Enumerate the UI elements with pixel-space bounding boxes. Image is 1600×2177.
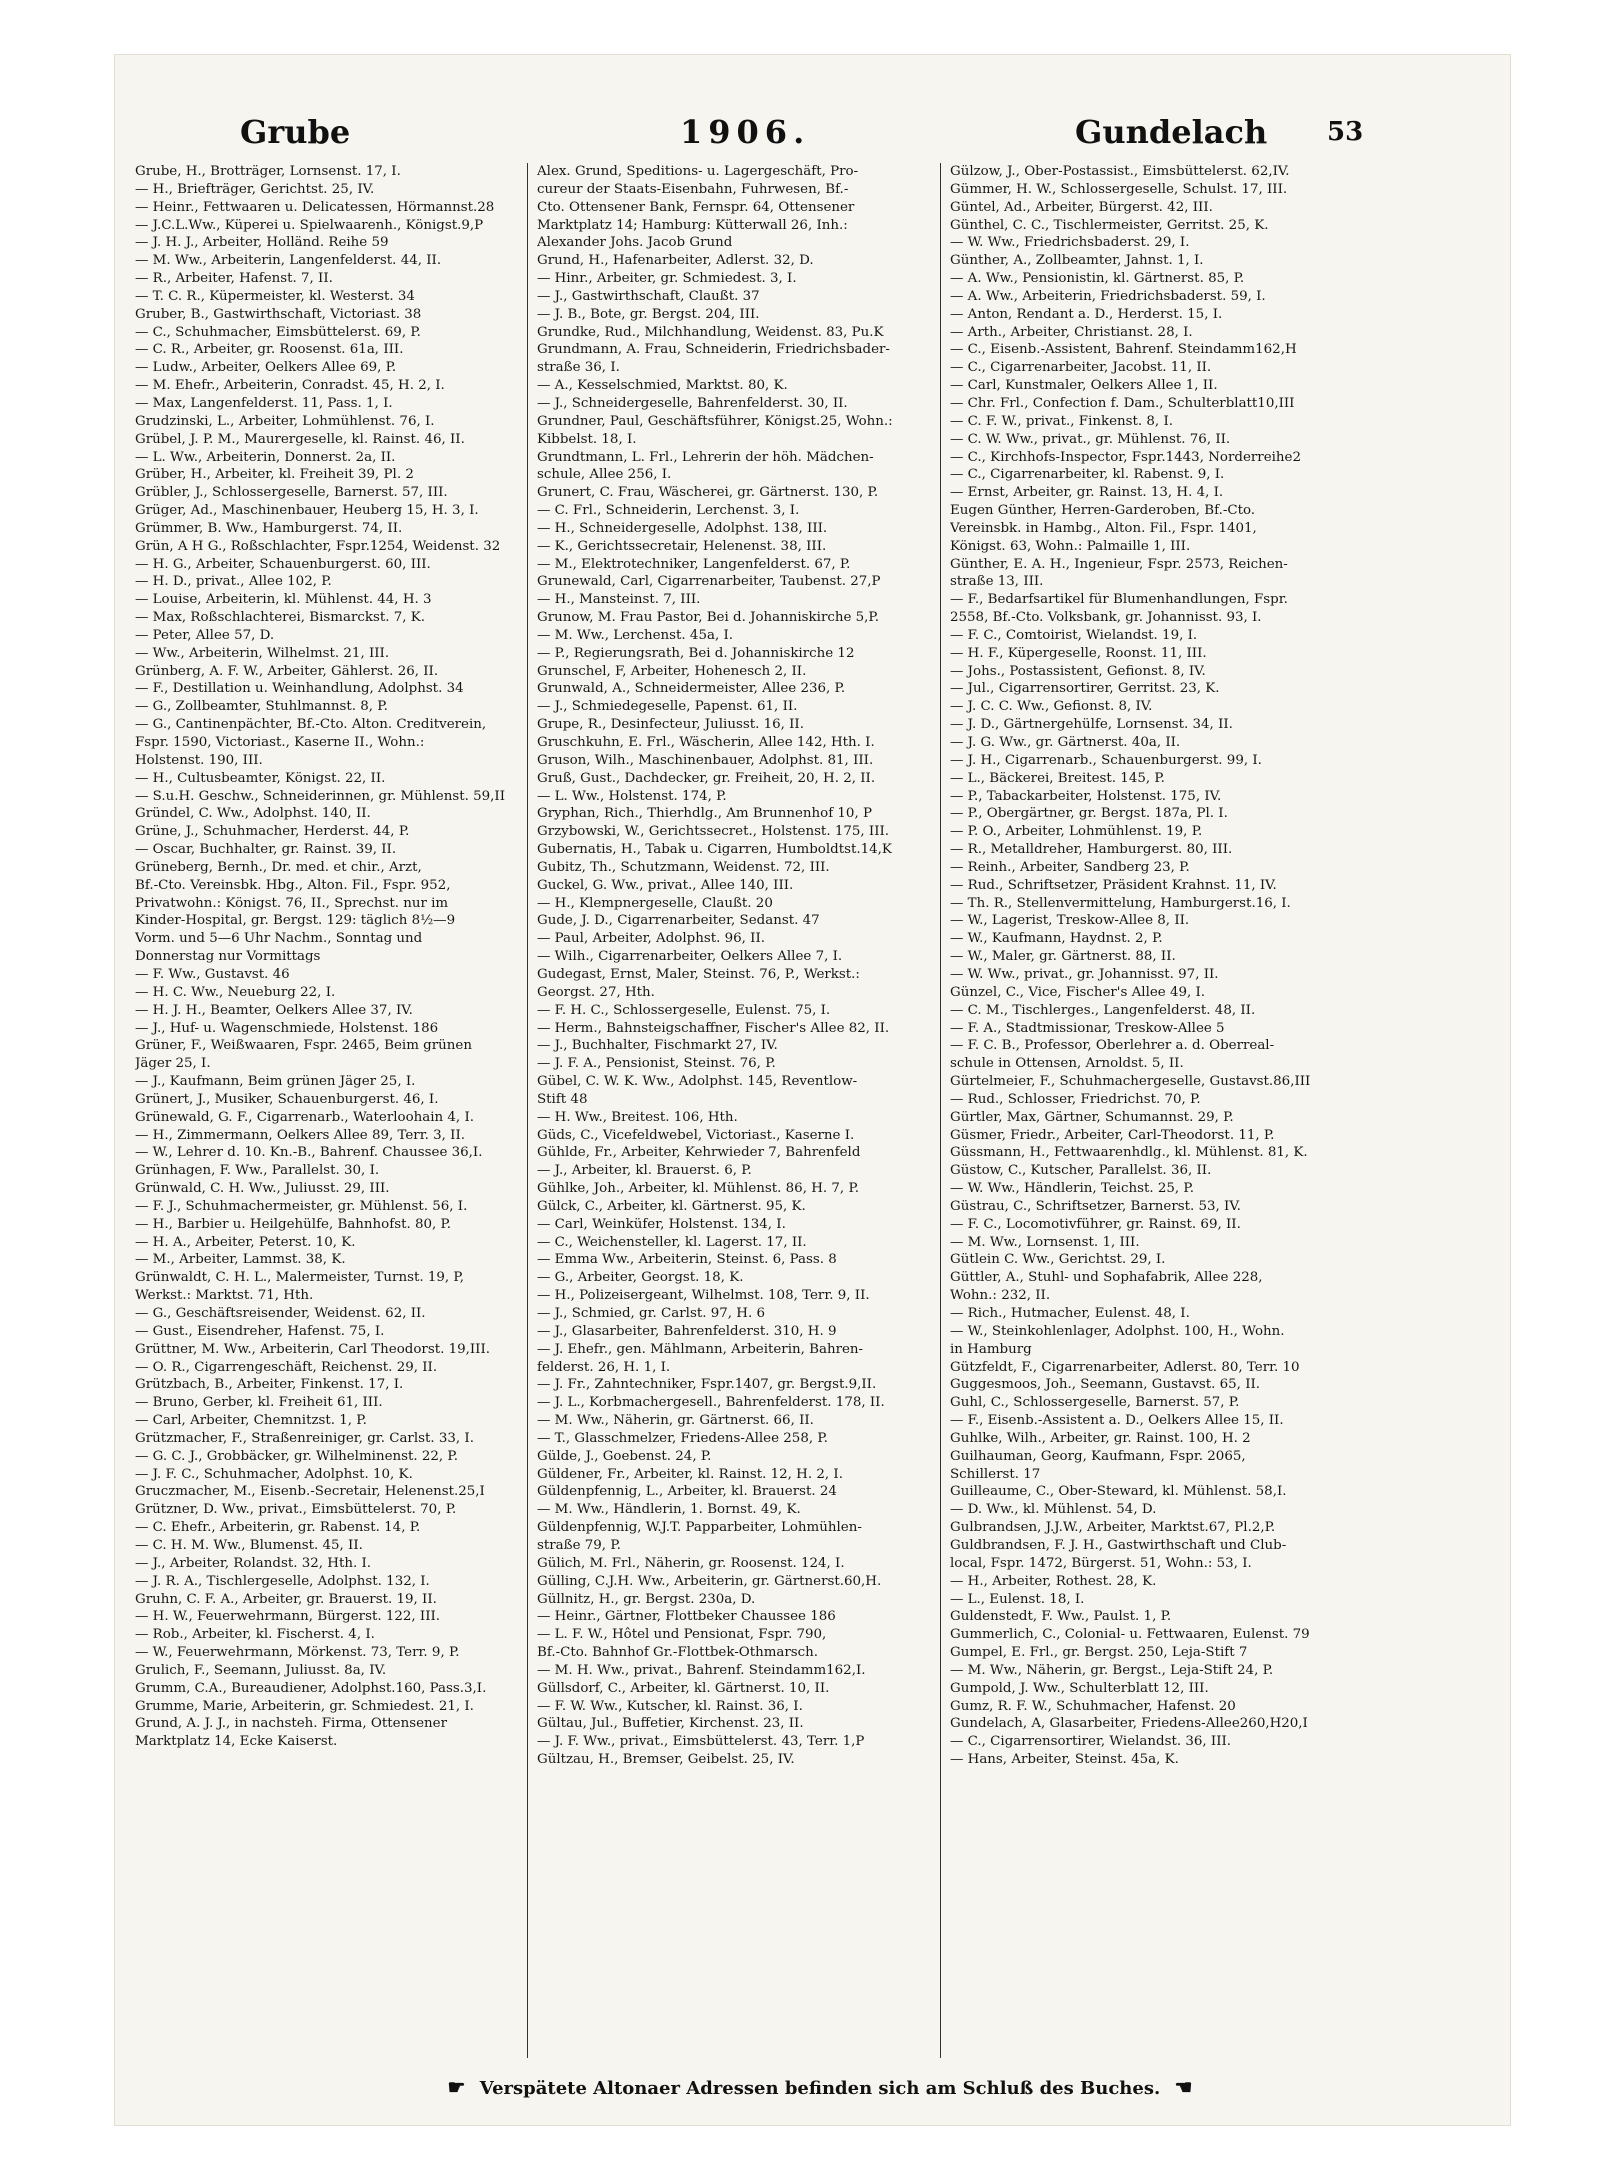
directory-entry-line: Gültzau, H., Bremser, Geibelst. 25, IV. [537, 1752, 795, 1768]
directory-entry-line: Grund, H., Hafenarbeiter, Adlerst. 32, D. [537, 253, 814, 269]
directory-entry-line: Grün, A H G., Roßschlachter, Fspr.1254, Weidenst. 32 [135, 538, 501, 554]
directory-entry-line: Grümmer, B. Ww., Hamburgerst. 74, II. [135, 520, 403, 536]
directory-entry-line: Gude, J. D., Cigarrenarbeiter, Sedanst. 47 [537, 913, 820, 929]
directory-entry-line: — Emma Ww., Arbeiterin, Steinst. 6, Pass. 8 [537, 1252, 837, 1268]
directory-entry-line: — Arth., Arbeiter, Christianst. 28, I. [950, 324, 1193, 340]
directory-entry-line: — Ww., Arbeiterin, Wilhelmst. 21, III. [135, 645, 390, 661]
directory-entry-line: — L. Ww., Holstenst. 174, P. [537, 788, 727, 804]
directory-entry-line: — H. F., Küpergeselle, Roonst. 11, III. [950, 645, 1207, 661]
directory-entry-line: — T. C. R., Küpermeister, kl. Westerst. 34 [135, 288, 415, 304]
column-divider [940, 163, 941, 2058]
directory-entry-line: — H., Mansteinst. 7, III. [537, 592, 701, 608]
directory-entry-line: — F., Bedarfsartikel für Blumenhandlungen, Fspr. [950, 592, 1288, 608]
directory-entry-line: — F. C., Comtoirist, Wielandst. 19, I. [950, 627, 1198, 643]
directory-entry-line: — H., Polizeisergeant, Wilhelmst. 108, Terr. 9, II. [537, 1288, 870, 1304]
directory-entry-line: — F. C., Locomotivführer, gr. Rainst. 69, II. [950, 1216, 1241, 1232]
directory-entry-line: — J., Arbeiter, Rolandst. 32, Hth. I. [135, 1555, 372, 1571]
directory-entry-line: — K., Gerichtssecretair, Helenenst. 38, III. [537, 538, 827, 554]
directory-entry-line: Grumme, Marie, Arbeiterin, gr. Schmiedest. 21, I. [135, 1698, 474, 1714]
directory-entry-line: Gumz, R. F. W., Schuhmacher, Hafenst. 20 [950, 1698, 1236, 1714]
directory-entry-line: straße 13, III. [950, 574, 1044, 590]
directory-entry-line: — J.C.L.Ww., Küperei u. Spielwaarenh., Königst.9,P [135, 217, 484, 233]
directory-entry-line: — Hinr., Arbeiter, gr. Schmiedest. 3, I. [537, 271, 797, 287]
directory-entry-line: Gründel, C. Ww., Adolphst. 140, II. [135, 806, 371, 822]
directory-entry-line: — Carl, Arbeiter, Chemnitzst. 1, P. [135, 1413, 367, 1429]
directory-entry-line: Bf.-Cto. Vereinsbk. Hbg., Alton. Fil., Fspr. 952, [135, 877, 451, 893]
directory-entry-line: — P., Obergärtner, gr. Bergst. 187a, Pl. I. [950, 806, 1228, 822]
directory-entry-line: — M. H. Ww., privat., Bahrenf. Steindamm162,I. [537, 1662, 866, 1678]
directory-entry-line: schule in Ottensen, Arnoldst. 5, II. [950, 1056, 1184, 1072]
directory-entry-line: — J. G. Ww., gr. Gärtnerst. 40a, II. [950, 735, 1181, 750]
directory-entry-line: Güntel, Ad., Arbeiter, Bürgerst. 42, III. [950, 199, 1213, 215]
directory-entry-line: Gümmer, H. W., Schlossergeselle, Schulst. 17, III. [950, 181, 1288, 197]
directory-entry-line: — Max, Langenfelderst. 11, Pass. 1, I. [135, 395, 393, 411]
directory-entry-line: Gürtelmeier, F., Schuhmachergeselle, Gustavst.86,III [950, 1074, 1311, 1090]
directory-entry-line: — Herm., Bahnsteigschaffner, Fischer's Allee 82, II. [537, 1020, 890, 1036]
directory-entry-line: — J. Fr., Zahntechniker, Fspr.1407, gr. Bergst.9,II. [537, 1377, 877, 1393]
directory-entry-line: Grützbach, B., Arbeiter, Finkenst. 17, I. [135, 1377, 404, 1393]
directory-entry-line: — F. C. B., Professor, Oberlehrer a. d. Oberreal- [950, 1038, 1275, 1054]
directory-entry-line: Vereinsbk. in Hambg., Alton. Fil., Fspr. 1401, [950, 520, 1257, 536]
directory-entry-line: — J. R. A., Tischlergeselle, Adolphst. 132, I. [135, 1573, 430, 1589]
directory-entry-line: Gumpel, E. Frl., gr. Bergst. 250, Leja-Stift 7 [950, 1645, 1248, 1661]
directory-entry-line: Stift 48 [537, 1091, 588, 1107]
directory-entry-line: Guilhauman, Georg, Kaufmann, Fspr. 2065, [950, 1448, 1246, 1464]
directory-entry-line: — W., Kaufmann, Haydnst. 2, P. [950, 931, 1163, 947]
directory-entry-line: Guhlke, Wilh., Arbeiter, gr. Rainst. 100, H. 2 [950, 1430, 1251, 1446]
directory-entry-line: Grunewald, Carl, Cigarrenarbeiter, Taubenst. 27,P [537, 574, 881, 590]
directory-entry-line: Kinder-Hospital, gr. Bergst. 129: täglich 8½—9 [135, 913, 456, 929]
directory-entry-line: — Rud., Schriftsetzer, Präsident Krahnst. 11, IV. [950, 877, 1277, 893]
directory-entry-line: Grübler, J., Schlossergeselle, Barnerst. 57, III. [135, 485, 448, 501]
directory-entry-line: Gützfeldt, F., Cigarrenarbeiter, Adlerst. 80, Terr. 10 [950, 1359, 1300, 1375]
directory-entry-line: — Max, Roßschlachterei, Bismarckst. 7, K. [135, 610, 426, 626]
directory-entry-line: — J. F. C., Schuhmacher, Adolphst. 10, K. [135, 1466, 413, 1482]
page-number: 53 [1327, 117, 1364, 147]
directory-entry-line: Gruß, Gust., Dachdecker, gr. Freiheit, 20, H. 2, II. [537, 770, 876, 786]
directory-entry-line: — C. Frl., Schneiderin, Lerchenst. 3, I. [537, 503, 800, 519]
directory-entry-line: Grund, A. J. J., in nachsteh. Firma, Ottensener [135, 1716, 447, 1732]
directory-entry-line: Grünberg, A. F. W., Arbeiter, Gählerst. 26, II. [135, 663, 439, 679]
directory-entry-line: — S.u.H. Geschw., Schneiderinnen, gr. Mühlenst. 59,II [135, 788, 505, 804]
directory-entry-line: Gruber, B., Gastwirthschaft, Victoriast. 38 [135, 306, 422, 322]
directory-entry-line: Guldbrandsen, F. J. H., Gastwirthschaft und Club- [950, 1537, 1287, 1553]
directory-entry-line: — J. D., Gärtnergehülfe, Lornsenst. 34, II. [950, 717, 1233, 733]
directory-entry-line: — W., Maler, gr. Gärtnerst. 88, II. [950, 949, 1176, 965]
directory-entry-line: — L., Eulenst. 18, I. [950, 1591, 1085, 1607]
directory-entry-line: — C. W. Ww., privat., gr. Mühlenst. 76, II. [950, 431, 1231, 447]
directory-entry-line: Grüne, J., Schuhmacher, Herderst. 44, P. [135, 824, 410, 840]
directory-entry-line: — H., Klempnergeselle, Claußt. 20 [537, 895, 773, 911]
directory-entry-line: Gubernatis, H., Tabak u. Cigarren, Humboldtst.14,K [537, 842, 892, 858]
directory-entry-line: Königst. 63, Wohn.: Palmaille 1, III. [950, 538, 1191, 554]
directory-entry-line: Güds, C., Vicefeldwebel, Victoriast., Kaserne I. [537, 1127, 855, 1143]
directory-entry-line: Grüger, Ad., Maschinenbauer, Heuberg 15, H. 3, I. [135, 503, 479, 519]
directory-entry-line: — Louise, Arbeiterin, kl. Mühlenst. 44, H. 3 [135, 592, 432, 608]
directory-entry-line: Gühlde, Fr., Arbeiter, Kehrwieder 7, Bahrenfeld [537, 1145, 861, 1161]
directory-entry-line: Grundtmann, L. Frl., Lehrerin der höh. Mädchen- [537, 449, 874, 465]
directory-entry-line: — Carl, Kunstmaler, Oelkers Allee 1, II. [950, 378, 1218, 394]
directory-entry-line: — G., Zollbeamter, Stuhlmannst. 8, P. [135, 699, 388, 715]
directory-entry-line: Gültau, Jul., Buffetier, Kirchenst. 23, II. [537, 1716, 804, 1732]
directory-entry-line: — Ludw., Arbeiter, Oelkers Allee 69, P. [135, 360, 397, 376]
directory-entry-line: — G., Cantinenpächter, Bf.-Cto. Alton. Creditverein, [135, 717, 487, 733]
directory-entry-line: — R., Arbeiter, Hafenst. 7, II. [135, 271, 333, 287]
directory-entry-line: Guckel, G. Ww., privat., Allee 140, III. [537, 877, 794, 893]
directory-entry-line: Gudegast, Ernst, Maler, Steinst. 76, P., Werkst.: [537, 966, 860, 982]
directory-entry-line: — H. D., privat., Allee 102, P. [135, 574, 332, 590]
directory-entry-line: — M., Arbeiter, Lammst. 38, K. [135, 1252, 346, 1268]
directory-entry-line: Grübel, J. P. M., Maurergeselle, kl. Rainst. 46, II. [135, 431, 465, 447]
directory-entry-line: Grube, H., Brotträger, Lornsenst. 17, I. [135, 164, 401, 179]
directory-entry-line: — Ernst, Arbeiter, gr. Rainst. 13, H. 4, I. [950, 485, 1224, 501]
directory-entry-line: — J. F. Ww., privat., Eimsbüttelerst. 43, Terr. 1,P [537, 1734, 865, 1750]
directory-entry-line: Grützmacher, F., Straßenreiniger, gr. Carlst. 33, I. [135, 1430, 474, 1446]
directory-entry-line: Gruhn, C. F. A., Arbeiter, gr. Brauerst. 19, II. [135, 1591, 437, 1607]
directory-entry-line: — F. W. Ww., Kutscher, kl. Rainst. 36, I. [537, 1698, 803, 1714]
directory-entry-line: — M. Ww., Händlerin, 1. Bornst. 49, K. [537, 1502, 801, 1518]
directory-entry-line: — P. O., Arbeiter, Lohmühlenst. 19, P. [950, 824, 1203, 840]
directory-entry-line: — F., Destillation u. Weinhandlung, Adolphst. 34 [135, 681, 464, 697]
directory-entry-line: Grundke, Rud., Milchhandlung, Weidenst. 83, Pu.K [537, 324, 884, 340]
directory-page [115, 55, 1510, 2125]
directory-entry-line: Gürtler, Max, Gärtner, Schumannst. 29, P. [950, 1109, 1234, 1125]
directory-entry-line: — Rob., Arbeiter, kl. Fischerst. 4, I. [135, 1627, 375, 1643]
directory-entry-line: Schillerst. 17 [950, 1466, 1041, 1482]
directory-entry-line: Gütlein C. Ww., Gerichtst. 29, I. [950, 1252, 1166, 1268]
directory-entry-line: Guggesmoos, Joh., Seemann, Gustavst. 65, II. [950, 1377, 1261, 1393]
directory-entry-line: — F. J., Schuhmachermeister, gr. Mühlenst. 56, I. [135, 1198, 468, 1214]
directory-entry-line: — J., Arbeiter, kl. Brauerst. 6, P. [537, 1163, 752, 1179]
directory-entry-line: Marktplatz 14; Hamburg: Kütterwall 26, Inh.: [537, 217, 848, 233]
directory-entry-line: Günzel, C., Vice, Fischer's Allee 49, I. [950, 984, 1206, 1000]
directory-entry-line: Gruschkuhn, E. Frl., Wäscherin, Allee 142, Hth. I. [537, 735, 875, 750]
directory-entry-line: Privatwohn.: Königst. 76, II., Sprechst. nur im [135, 895, 449, 911]
directory-entry-line: — Th. R., Stellenvermittelung, Hamburgerst.16, I. [950, 895, 1291, 911]
directory-entry-line: Güstow, C., Kutscher, Parallelst. 36, II. [950, 1163, 1212, 1179]
directory-entry-line: — J. L., Korbmachergesell., Bahrenfelderst. 178, II. [537, 1395, 885, 1411]
directory-entry-line: — Gust., Eisendreher, Hafenst. 75, I. [135, 1323, 385, 1339]
directory-entry-line: — J., Schmiedegeselle, Papenst. 61, II. [537, 699, 798, 715]
directory-entry-line: Jäger 25, I. [135, 1056, 211, 1072]
directory-entry-line: — F., Eisenb.-Assistent a. D., Oelkers Allee 15, II. [950, 1413, 1284, 1429]
directory-entry-line: — Jul., Cigarrensortirer, Gerritst. 23, K. [950, 681, 1220, 697]
directory-entry-line: Grünwald, C. H. Ww., Juliusst. 29, III. [135, 1181, 390, 1197]
directory-entry-line: Guilleaume, C., Ober-Steward, kl. Mühlenst. 58,I. [950, 1484, 1287, 1500]
directory-entry-line: — C., Schuhmacher, Eimsbüttelerst. 69, P. [135, 324, 421, 340]
directory-entry-line: — W. Ww., Friedrichsbaderst. 29, I. [950, 235, 1190, 251]
directory-entry-line: — H. J. H., Beamter, Oelkers Allee 37, IV. [135, 1002, 413, 1018]
directory-entry-line: — Heinr., Gärtner, Flottbeker Chaussee 186 [537, 1609, 836, 1625]
directory-entry-line: Güldener, Fr., Arbeiter, kl. Rainst. 12, H. 2, I. [537, 1466, 843, 1482]
directory-entry-line: Grünewald, G. F., Cigarrenarb., Waterloohain 4, I. [135, 1109, 474, 1125]
directory-entry-line: Grünwaldt, C. H. L., Malermeister, Turnst. 19, P, [135, 1270, 464, 1286]
directory-entry-line: Bf.-Cto. Bahnhof Gr.-Flottbek-Othmarsch. [537, 1645, 819, 1661]
directory-entry-line: — H., Briefträger, Gerichtst. 25, IV. [135, 181, 375, 197]
directory-entry-line: — O. R., Cigarrengeschäft, Reichenst. 29, II. [135, 1359, 438, 1375]
directory-entry-line: — J., Huf- u. Wagenschmiede, Holstenst. 186 [135, 1020, 439, 1036]
directory-entry-line: — J., Glasarbeiter, Bahrenfelderst. 310, H. 9 [537, 1323, 837, 1339]
directory-entry-line: Grützner, D. Ww., privat., Eimsbüttelerst. 70, P. [135, 1502, 457, 1518]
directory-entry-line: straße 79, P. [537, 1537, 621, 1553]
directory-entry-line: Grudzinski, L., Arbeiter, Lohmühlenst. 76, I. [135, 413, 435, 429]
directory-entry-line: Fspr. 1590, Victoriast., Kaserne II., Wohn.: [135, 735, 425, 750]
directory-entry-line: — C., Cigarrenarbeiter, kl. Rabenst. 9, I. [950, 467, 1225, 483]
directory-entry-line: — Rich., Hutmacher, Eulenst. 48, I. [950, 1306, 1190, 1321]
directory-entry-line: — Bruno, Gerber, kl. Freiheit 61, III. [135, 1395, 383, 1411]
directory-entry-line: — H. Ww., Breitest. 106, Hth. [537, 1109, 738, 1125]
column-right [950, 163, 1360, 2068]
directory-entry-line: felderst. 26, H. 1, I. [537, 1359, 671, 1375]
directory-entry-line: — G., Geschäftsreisender, Weidenst. 62, II. [135, 1306, 426, 1321]
directory-entry-line: Alex. Grund, Speditions- u. Lagergeschäft, Pro- [537, 164, 859, 179]
directory-entry-line: Gülich, M. Frl., Näherin, gr. Roosenst. 124, I. [537, 1555, 845, 1571]
directory-entry-line: — J. H. J., Arbeiter, Holländ. Reihe 59 [135, 235, 389, 251]
directory-entry-line: Güldenpfennig, W.J.T. Papparbeiter, Lohmühlen- [537, 1520, 862, 1536]
directory-entry-line: Werkst.: Marktst. 71, Hth. [135, 1288, 314, 1304]
directory-entry-line: — H. G., Arbeiter, Schauenburgerst. 60, III. [135, 556, 431, 572]
directory-entry-line: Guhl, C., Schlossergeselle, Barnerst. 57, P. [950, 1395, 1240, 1411]
footer-note [395, 2075, 1245, 2099]
directory-entry-line: schule, Allee 256, I. [537, 467, 672, 483]
directory-entry-line: — W., Steinkohlenlager, Adolphst. 100, H., Wohn. [950, 1323, 1285, 1339]
directory-entry-line: — M. Ww., Arbeiterin, Langenfelderst. 44, II. [135, 253, 442, 269]
pointing-hand-icon: ☚ [1174, 2075, 1193, 2099]
directory-entry-line: — C. R., Arbeiter, gr. Roosenst. 61a, III. [135, 342, 404, 358]
directory-entry-line: — Johs., Postassistent, Gefionst. 8, IV. [950, 663, 1206, 679]
directory-entry-line: Güllsdorf, C., Arbeiter, kl. Gärtnerst. 10, II. [537, 1680, 830, 1696]
directory-entry-line: cureur der Staats-Eisenbahn, Fuhrwesen, Bf.- [537, 181, 849, 197]
directory-entry-line: — J. Ehefr., gen. Mählmann, Arbeiterin, Bahren- [537, 1341, 864, 1357]
directory-entry-line: Günther, E. A. H., Ingenieur, Fspr. 2573, Reichen- [950, 556, 1288, 572]
directory-entry-line: in Hamburg [950, 1341, 1032, 1357]
directory-entry-line: — J. H., Cigarrenarb., Schauenburgerst. 99, I. [950, 752, 1262, 768]
directory-entry-line: — H., Schneidergeselle, Adolphst. 138, III. [537, 520, 828, 536]
directory-entry-line: — Anton, Rendant a. D., Herderst. 15, I. [950, 306, 1223, 322]
directory-entry-line: — Paul, Arbeiter, Adolphst. 96, II. [537, 931, 765, 947]
directory-entry-line: Güllnitz, H., gr. Bergst. 230a, D. [537, 1591, 756, 1607]
directory-entry-line: — Rud., Schlosser, Friedrichst. 70, P. [950, 1091, 1201, 1107]
directory-entry-line: — M. Ww., Näherin, gr. Bergst., Leja-Stift 24, P. [950, 1662, 1274, 1678]
directory-entry-line: — M. Ww., Näherin, gr. Gärtnerst. 66, II. [537, 1413, 814, 1429]
directory-entry-line: Grünert, J., Musiker, Schauenburgerst. 46, I. [135, 1091, 439, 1107]
directory-entry-line: — P., Tabackarbeiter, Holstenst. 175, IV. [950, 788, 1222, 804]
directory-entry-line: — F. H. C., Schlossergeselle, Eulenst. 75, I. [537, 1002, 831, 1018]
directory-entry-line: Gruson, Wilh., Maschinenbauer, Adolphst. 81, III. [537, 752, 874, 768]
directory-entry-line: Grundmann, A. Frau, Schneiderin, Friedrichsbader- [537, 342, 890, 358]
directory-entry-line: — G. C. J., Grobbäcker, gr. Wilhelminenst. 22, P. [135, 1448, 458, 1464]
directory-entry-line: Grüner, F., Weißwaaren, Fspr. 2465, Beim grünen [135, 1038, 472, 1054]
directory-entry-line: — Heinr., Fettwaaren u. Delicatessen, Hörmannst.28 [135, 199, 495, 215]
directory-entry-line: Günthel, C. C., Tischlermeister, Gerritst. 25, K. [950, 217, 1269, 233]
directory-entry-line: — M. Ww., Lerchenst. 45a, I. [537, 627, 734, 643]
directory-entry-line: — J., Buchhalter, Fischmarkt 27, IV. [537, 1038, 778, 1054]
directory-entry-line: Gübel, C. W. K. Ww., Adolphst. 145, Reventlow- [537, 1074, 858, 1090]
directory-entry-line: Güssmann, H., Fettwaarenhdlg., kl. Mühlenst. 81, K. [950, 1145, 1308, 1161]
directory-entry-line: — Hans, Arbeiter, Steinst. 45a, K. [950, 1752, 1179, 1768]
directory-entry-line: Gülzow, J., Ober-Postassist., Eimsbüttelerst. 62,IV. [950, 164, 1290, 179]
directory-entry-line: — Reinh., Arbeiter, Sandberg 23, P. [950, 859, 1190, 875]
directory-entry-line: Donnerstag nur Vormittags [135, 949, 321, 965]
directory-entry-line: — H., Arbeiter, Rothest. 28, K. [950, 1573, 1157, 1589]
directory-entry-line: Grundner, Paul, Geschäftsführer, Königst.25, Wohn.: [537, 413, 893, 429]
directory-entry-line: — C., Eisenb.-Assistent, Bahrenf. Steindamm162,H [950, 342, 1297, 358]
directory-entry-line: Gruczmacher, M., Eisenb.-Secretair, Helenenst.25,I [135, 1484, 485, 1500]
directory-entry-line: Guldenstedt, F. Ww., Paulst. 1, P. [950, 1609, 1172, 1625]
directory-entry-line: — W., Lehrer d. 10. Kn.-B., Bahrenf. Chaussee 36,I. [135, 1145, 483, 1161]
directory-entry-line: Marktplatz 14, Ecke Kaiserst. [135, 1734, 338, 1750]
directory-entry-line: — J. F. A., Pensionist, Steinst. 76, P. [537, 1056, 776, 1072]
directory-entry-line: — C. F. W., privat., Finkenst. 8, I. [950, 413, 1173, 429]
directory-entry-line: — W. Ww., privat., gr. Johannisst. 97, II. [950, 966, 1219, 982]
directory-entry-line: — G., Arbeiter, Georgst. 18, K. [537, 1270, 744, 1286]
directory-entry-line: Grüttner, M. Ww., Arbeiterin, Carl Theodorst. 19,III. [135, 1341, 491, 1357]
directory-entry-line: Grüneberg, Bernh., Dr. med. et chir., Arzt, [135, 859, 422, 875]
running-head-year: 1906. [680, 113, 811, 151]
directory-entry-line: — L. F. W., Hôtel und Pensionat, Fspr. 790, [537, 1627, 827, 1643]
directory-entry-line: — H. A., Arbeiter, Peterst. 10, K. [135, 1234, 356, 1250]
column-divider [527, 163, 528, 2058]
directory-entry-line: — J. B., Bote, gr. Bergst. 204, III. [537, 306, 760, 322]
directory-entry-line: — P., Regierungsrath, Bei d. Johanniskirche 12 [537, 645, 855, 661]
directory-entry-line: — Oscar, Buchhalter, gr. Rainst. 39, II. [135, 842, 397, 858]
directory-entry-line: Cto. Ottensener Bank, Fernspr. 64, Ottensener [537, 199, 855, 215]
running-head-left: Grube [240, 113, 351, 151]
directory-entry-line: — Carl, Weinküfer, Holstenst. 134, I. [537, 1216, 786, 1232]
directory-entry-line: Gülck, C., Arbeiter, kl. Gärtnerst. 95, K. [537, 1198, 806, 1214]
directory-entry-line: Wohn.: 232, II. [950, 1288, 1051, 1304]
column-middle [537, 163, 932, 2068]
directory-entry-line: — R., Metalldreher, Hamburgerst. 80, III. [950, 842, 1233, 858]
directory-entry-line: Gülde, J., Goebenst. 24, P. [537, 1448, 712, 1464]
directory-entry-line: Gundelach, A, Glasarbeiter, Friedens-Allee260,H20,I [950, 1716, 1308, 1732]
directory-entry-line: — H., Barbier u. Heilgehülfe, Bahnhofst. 80, P. [135, 1216, 452, 1232]
directory-entry-line: 2558, Bf.-Cto. Volksbank, gr. Johannisst. 93, I. [950, 610, 1262, 626]
directory-entry-line: — M. Ehefr., Arbeiterin, Conradst. 45, H. 2, I. [135, 378, 445, 394]
directory-entry-line: — H., Cultusbeamter, Königst. 22, II. [135, 770, 386, 786]
directory-entry-line: Grunow, M. Frau Pastor, Bei d. Johanniskirche 5,P. [537, 610, 879, 626]
directory-entry-line: — C., Cigarrenarbeiter, Jacobst. 11, II. [950, 360, 1212, 376]
directory-entry-line: Gühlke, Joh., Arbeiter, kl. Mühlenst. 86, H. 7, P. [537, 1181, 859, 1197]
pointing-hand-icon: ☛ [447, 2075, 466, 2099]
directory-entry-line: — L., Bäckerei, Breitest. 145, P. [950, 770, 1165, 786]
directory-entry-line: — A. Ww., Pensionistin, kl. Gärtnerst. 85, P. [950, 271, 1245, 287]
directory-entry-line: Grunert, C. Frau, Wäscherei, gr. Gärtnerst. 130, P. [537, 485, 879, 501]
directory-entry-line: — J., Kaufmann, Beim grünen Jäger 25, I. [135, 1074, 416, 1090]
directory-entry-line: Grünhagen, F. Ww., Parallelst. 30, I. [135, 1163, 380, 1179]
directory-entry-line: — L. Ww., Arbeiterin, Donnerst. 2a, II. [135, 449, 396, 465]
directory-entry-line: — J., Schmied, gr. Carlst. 97, H. 6 [537, 1306, 765, 1321]
directory-entry-line: Grunwald, A., Schneidermeister, Allee 236, P. [537, 681, 846, 697]
directory-entry-line: Kibbelst. 18, I. [537, 431, 637, 447]
directory-entry-line: — Wilh., Cigarrenarbeiter, Oelkers Allee 7, I. [537, 949, 843, 965]
directory-entry-line: — C. Ehefr., Arbeiterin, gr. Rabenst. 14, P. [135, 1520, 421, 1536]
directory-entry-line: Grunschel, F, Arbeiter, Hohenesch 2, II. [537, 663, 807, 679]
directory-entry-line: — Peter, Allee 57, D. [135, 627, 275, 643]
directory-entry-line: — W. Ww., Händlerin, Teichst. 25, P. [950, 1181, 1194, 1197]
directory-entry-line: — D. Ww., kl. Mühlenst. 54, D. [950, 1502, 1157, 1518]
directory-entry-line: Gryphan, Rich., Thierhdlg., Am Brunnenhof 10, P [537, 806, 872, 822]
directory-entry-line: local, Fspr. 1472, Bürgerst. 51, Wohn.: 53, I. [950, 1555, 1252, 1571]
directory-entry-line: — J. C. C. Ww., Gefionst. 8, IV. [950, 699, 1153, 715]
directory-entry-line: — W., Feuerwehrmann, Mörkenst. 73, Terr. 9, P. [135, 1645, 460, 1661]
directory-entry-line: — J., Gastwirthschaft, Claußt. 37 [537, 288, 760, 304]
directory-entry-line: — A. Ww., Arbeiterin, Friedrichsbaderst. 59, I. [950, 288, 1266, 304]
directory-entry-line: — C., Weichensteller, kl. Lagerst. 17, II. [537, 1234, 807, 1250]
column-left [135, 163, 520, 2068]
directory-entry-line: — T., Glasschmelzer, Friedens-Allee 258, P. [537, 1430, 828, 1446]
directory-entry-line: Grzybowski, W., Gerichtssecret., Holstenst. 175, III. [537, 824, 890, 840]
directory-entry-line: Gubitz, Th., Schutzmann, Weidenst. 72, III. [537, 859, 830, 875]
directory-entry-line: — C. H. M. Ww., Blumenst. 45, II. [135, 1537, 363, 1553]
directory-entry-line: Gummerlich, C., Colonial- u. Fettwaaren, Eulenst. 79 [950, 1627, 1310, 1643]
directory-entry-line: — M. Ww., Lornsenst. 1, III. [950, 1234, 1140, 1250]
directory-entry-line: — H. C. Ww., Neueburg 22, I. [135, 984, 336, 1000]
directory-entry-line: Gülling, C.J.H. Ww., Arbeiterin, gr. Gärtnerst.60,H. [537, 1573, 882, 1589]
running-head-right: Gundelach [1075, 113, 1268, 151]
directory-entry-line: Georgst. 27, Hth. [537, 984, 655, 1000]
directory-entry-line: Vorm. und 5—6 Uhr Nachm., Sonntag und [135, 931, 423, 947]
directory-entry-line: Güstrau, C., Schriftsetzer, Barnerst. 53, IV. [950, 1198, 1241, 1214]
directory-entry-line: — W., Lagerist, Treskow-Allee 8, II. [950, 913, 1190, 929]
directory-entry-line: — C., Kirchhofs-Inspector, Fspr.1443, Norderreihe2 [950, 449, 1301, 465]
directory-entry-line: — H. W., Feuerwehrmann, Bürgerst. 122, III. [135, 1609, 441, 1625]
directory-entry-line: Grumm, C.A., Bureaudiener, Adolphst.160, Pass.3,I. [135, 1680, 487, 1696]
directory-entry-line: straße 36, I. [537, 360, 620, 376]
directory-entry-line: Eugen Günther, Herren-Garderoben, Bf.-Cto. [950, 503, 1256, 519]
footer-text: Verspätete Altonaer Adressen befinden sich am Schluß des Buches. [479, 2078, 1161, 2099]
directory-entry-line: Grüber, H., Arbeiter, kl. Freiheit 39, Pl. 2 [135, 467, 414, 483]
directory-entry-line: — F. Ww., Gustavst. 46 [135, 966, 290, 982]
directory-entry-line: Gumpold, J. Ww., Schulterblatt 12, III. [950, 1680, 1209, 1696]
directory-entry-line: — H., Zimmermann, Oelkers Allee 89, Terr. 3, II. [135, 1127, 466, 1143]
directory-entry-line: — F. A., Stadtmissionar, Treskow-Allee 5 [950, 1020, 1225, 1036]
directory-entry-line: Günther, A., Zollbeamter, Jahnst. 1, I. [950, 253, 1204, 269]
directory-entry-line: — J., Schneidergeselle, Bahrenfelderst. 30, II. [537, 395, 848, 411]
directory-entry-line: Gulbrandsen, J.J.W., Arbeiter, Marktst.67, Pl.2,P. [950, 1520, 1276, 1536]
directory-entry-line: Güldenpfennig, L., Arbeiter, kl. Brauerst. 24 [537, 1484, 837, 1500]
directory-entry-line: — M., Elektrotechniker, Langenfelderst. 67, P. [537, 556, 851, 572]
directory-entry-line: — A., Kesselschmied, Marktst. 80, K. [537, 378, 788, 394]
directory-entry-line: Grulich, F., Seemann, Juliusst. 8a, IV. [135, 1662, 387, 1678]
directory-entry-line: Holstenst. 190, III. [135, 752, 263, 768]
directory-entry-line: Alexander Johs. Jacob Grund [537, 235, 733, 251]
directory-entry-line: Grupe, R., Desinfecteur, Juliusst. 16, II. [537, 717, 804, 733]
directory-entry-line: Güsmer, Friedr., Arbeiter, Carl-Theodorst. 11, P. [950, 1127, 1275, 1143]
directory-entry-line: Güttler, A., Stuhl- und Sophafabrik, Allee 228, [950, 1270, 1263, 1286]
directory-entry-line: — C. M., Tischlerges., Langenfelderst. 48, II. [950, 1002, 1256, 1018]
directory-entry-line: — Chr. Frl., Confection f. Dam., Schulterblatt10,III [950, 395, 1295, 411]
directory-entry-line: — C., Cigarrensortirer, Wielandst. 36, III. [950, 1734, 1232, 1750]
